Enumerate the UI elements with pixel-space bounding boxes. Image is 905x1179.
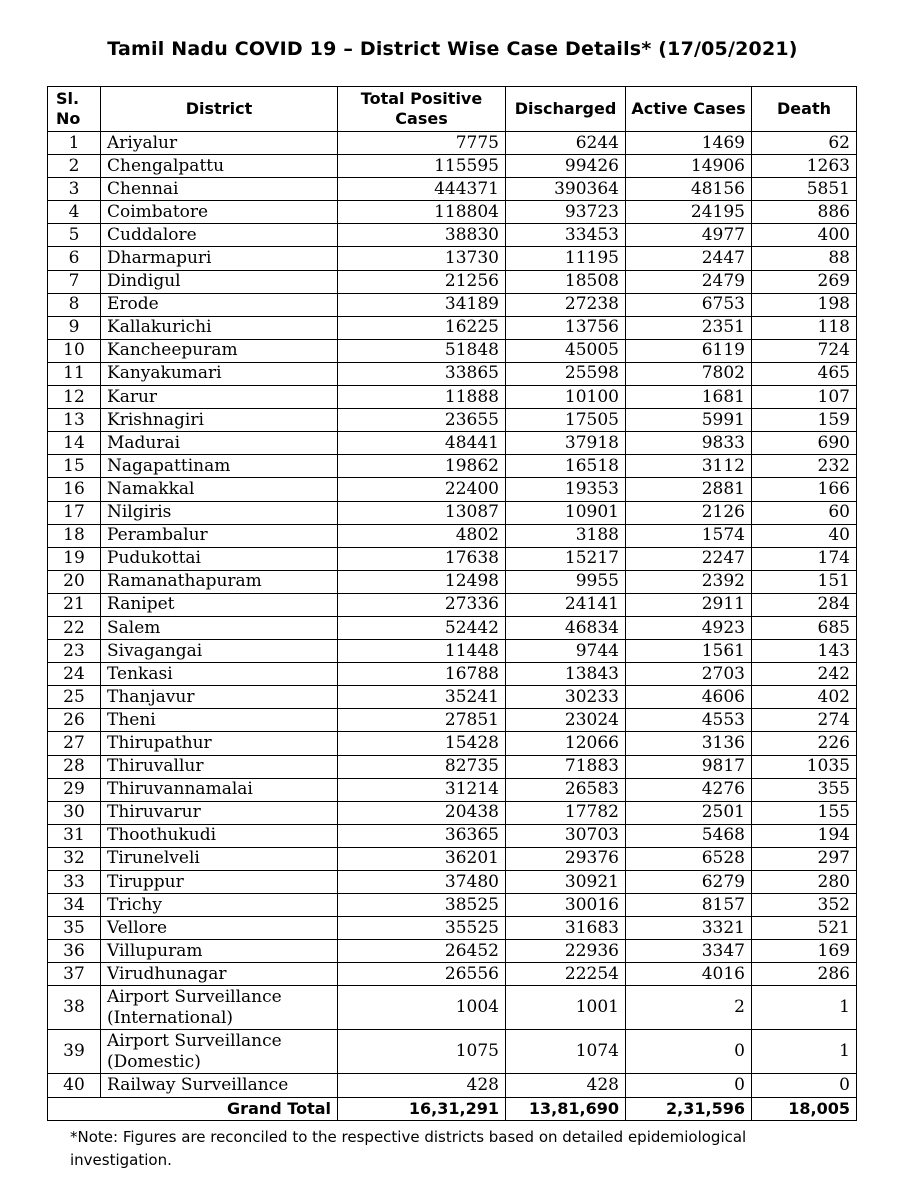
cell-active: 3347 xyxy=(626,940,752,963)
cell-death: 297 xyxy=(752,847,857,870)
cell-district: Airport Surveillance (International) xyxy=(101,986,338,1030)
cell-district: Salem xyxy=(101,616,338,639)
cell-discharged: 428 xyxy=(506,1074,626,1097)
table-row xyxy=(48,986,857,1030)
table-row xyxy=(48,409,857,432)
cell-active: 0 xyxy=(626,1030,752,1074)
grand-total-positive: 16,31,291 xyxy=(338,1097,506,1120)
cell-death: 352 xyxy=(752,894,857,917)
cell-discharged: 27238 xyxy=(506,293,626,316)
cell-death: 194 xyxy=(752,824,857,847)
cell-total-positive: 34189 xyxy=(338,293,506,316)
cell-death: 1 xyxy=(752,986,857,1030)
cell-sl-no: 39 xyxy=(48,1030,101,1074)
cell-sl-no: 11 xyxy=(48,362,101,385)
cell-death: 521 xyxy=(752,917,857,940)
table-row xyxy=(48,755,857,778)
cell-active: 2447 xyxy=(626,247,752,270)
table-row xyxy=(48,871,857,894)
cell-death: 151 xyxy=(752,570,857,593)
cell-active: 5991 xyxy=(626,409,752,432)
cell-active: 2479 xyxy=(626,270,752,293)
table-row xyxy=(48,616,857,639)
cell-total-positive: 48441 xyxy=(338,432,506,455)
grand-total-death: 18,005 xyxy=(752,1097,857,1120)
cell-district: Tirunelveli xyxy=(101,847,338,870)
cell-total-positive: 31214 xyxy=(338,778,506,801)
cell-death: 159 xyxy=(752,409,857,432)
cell-sl-no: 2 xyxy=(48,155,101,178)
cell-total-positive: 13730 xyxy=(338,247,506,270)
cell-active: 2881 xyxy=(626,478,752,501)
cell-death: 286 xyxy=(752,963,857,986)
cell-discharged: 9744 xyxy=(506,640,626,663)
cell-district: Ramanathapuram xyxy=(101,570,338,593)
cell-active: 3112 xyxy=(626,455,752,478)
table-row xyxy=(48,686,857,709)
cell-death: 1263 xyxy=(752,155,857,178)
table-row xyxy=(48,201,857,224)
cell-sl-no: 31 xyxy=(48,824,101,847)
cell-district: Ariyalur xyxy=(101,132,338,155)
cell-discharged: 12066 xyxy=(506,732,626,755)
table-row xyxy=(48,224,857,247)
table-row xyxy=(48,270,857,293)
cell-active: 8157 xyxy=(626,894,752,917)
cell-discharged: 15217 xyxy=(506,547,626,570)
cell-discharged: 24141 xyxy=(506,593,626,616)
cell-death: 5851 xyxy=(752,178,857,201)
cell-active: 4977 xyxy=(626,224,752,247)
table-row xyxy=(48,362,857,385)
cell-sl-no: 33 xyxy=(48,871,101,894)
cell-discharged: 25598 xyxy=(506,362,626,385)
header-total-positive: Total Positive Cases xyxy=(338,87,506,132)
cell-district: Thiruvarur xyxy=(101,801,338,824)
cell-district: Airport Surveillance (Domestic) xyxy=(101,1030,338,1074)
cell-total-positive: 36201 xyxy=(338,847,506,870)
table-row xyxy=(48,778,857,801)
cell-active: 2392 xyxy=(626,570,752,593)
table-row xyxy=(48,1030,857,1074)
grand-total-label: Grand Total xyxy=(48,1097,338,1120)
cell-discharged: 71883 xyxy=(506,755,626,778)
cell-sl-no: 32 xyxy=(48,847,101,870)
cell-district: Chennai xyxy=(101,178,338,201)
cell-total-positive: 1004 xyxy=(338,986,506,1030)
cell-active: 3136 xyxy=(626,732,752,755)
grand-total-discharged: 13,81,690 xyxy=(506,1097,626,1120)
cell-sl-no: 21 xyxy=(48,593,101,616)
cell-discharged: 46834 xyxy=(506,616,626,639)
cell-district: Namakkal xyxy=(101,478,338,501)
cell-death: 402 xyxy=(752,686,857,709)
cell-total-positive: 12498 xyxy=(338,570,506,593)
district-case-table xyxy=(47,86,857,1121)
cell-sl-no: 37 xyxy=(48,963,101,986)
cell-district: Kancheepuram xyxy=(101,339,338,362)
header-district: District xyxy=(101,87,338,132)
table-row xyxy=(48,917,857,940)
cell-sl-no: 36 xyxy=(48,940,101,963)
cell-death: 690 xyxy=(752,432,857,455)
cell-total-positive: 16788 xyxy=(338,663,506,686)
cell-death: 685 xyxy=(752,616,857,639)
table-row xyxy=(48,940,857,963)
cell-total-positive: 4802 xyxy=(338,524,506,547)
cell-discharged: 22254 xyxy=(506,963,626,986)
table-row xyxy=(48,155,857,178)
cell-active: 6119 xyxy=(626,339,752,362)
cell-active: 2247 xyxy=(626,547,752,570)
table-row xyxy=(48,524,857,547)
cell-discharged: 1074 xyxy=(506,1030,626,1074)
cell-total-positive: 17638 xyxy=(338,547,506,570)
table-row xyxy=(48,478,857,501)
cell-sl-no: 35 xyxy=(48,917,101,940)
cell-district: Thanjavur xyxy=(101,686,338,709)
cell-discharged: 93723 xyxy=(506,201,626,224)
table-row xyxy=(48,570,857,593)
cell-district: Sivagangai xyxy=(101,640,338,663)
cell-death: 232 xyxy=(752,455,857,478)
cell-death: 174 xyxy=(752,547,857,570)
header-sl-no: Sl. No xyxy=(48,87,101,132)
cell-death: 280 xyxy=(752,871,857,894)
cell-active: 1681 xyxy=(626,386,752,409)
table-row xyxy=(48,824,857,847)
cell-active: 4276 xyxy=(626,778,752,801)
table-row xyxy=(48,593,857,616)
cell-active: 9833 xyxy=(626,432,752,455)
cell-death: 284 xyxy=(752,593,857,616)
cell-discharged: 17782 xyxy=(506,801,626,824)
table-row xyxy=(48,640,857,663)
cell-district: Trichy xyxy=(101,894,338,917)
cell-discharged: 6244 xyxy=(506,132,626,155)
cell-discharged: 16518 xyxy=(506,455,626,478)
table-row xyxy=(48,455,857,478)
table-row xyxy=(48,293,857,316)
table-row xyxy=(48,801,857,824)
table-row xyxy=(48,963,857,986)
table-row xyxy=(48,339,857,362)
page-title: Tamil Nadu COVID 19 – District Wise Case Details* (17/05/2021) xyxy=(107,38,798,60)
cell-active: 1469 xyxy=(626,132,752,155)
cell-total-positive: 35241 xyxy=(338,686,506,709)
cell-district: Nagapattinam xyxy=(101,455,338,478)
cell-district: Dharmapuri xyxy=(101,247,338,270)
cell-death: 0 xyxy=(752,1074,857,1097)
cell-sl-no: 6 xyxy=(48,247,101,270)
cell-active: 4923 xyxy=(626,616,752,639)
cell-active: 2501 xyxy=(626,801,752,824)
cell-active: 24195 xyxy=(626,201,752,224)
cell-discharged: 11195 xyxy=(506,247,626,270)
cell-total-positive: 444371 xyxy=(338,178,506,201)
cell-discharged: 17505 xyxy=(506,409,626,432)
cell-death: 355 xyxy=(752,778,857,801)
cell-total-positive: 82735 xyxy=(338,755,506,778)
cell-sl-no: 1 xyxy=(48,132,101,155)
table-row xyxy=(48,894,857,917)
cell-sl-no: 4 xyxy=(48,201,101,224)
cell-sl-no: 8 xyxy=(48,293,101,316)
cell-sl-no: 10 xyxy=(48,339,101,362)
grand-total-active: 2,31,596 xyxy=(626,1097,752,1120)
cell-district: Kallakurichi xyxy=(101,316,338,339)
cell-total-positive: 26452 xyxy=(338,940,506,963)
cell-active: 3321 xyxy=(626,917,752,940)
cell-district: Tenkasi xyxy=(101,663,338,686)
cell-sl-no: 26 xyxy=(48,709,101,732)
cell-discharged: 99426 xyxy=(506,155,626,178)
cell-active: 48156 xyxy=(626,178,752,201)
cell-discharged: 3188 xyxy=(506,524,626,547)
table-body xyxy=(48,132,857,1098)
cell-district: Chengalpattu xyxy=(101,155,338,178)
cell-discharged: 37918 xyxy=(506,432,626,455)
cell-sl-no: 24 xyxy=(48,663,101,686)
cell-total-positive: 37480 xyxy=(338,871,506,894)
cell-sl-no: 9 xyxy=(48,316,101,339)
table-row xyxy=(48,247,857,270)
cell-death: 226 xyxy=(752,732,857,755)
table-row xyxy=(48,732,857,755)
cell-discharged: 23024 xyxy=(506,709,626,732)
cell-discharged: 1001 xyxy=(506,986,626,1030)
cell-district: Theni xyxy=(101,709,338,732)
cell-death: 724 xyxy=(752,339,857,362)
cell-district: Cuddalore xyxy=(101,224,338,247)
cell-sl-no: 22 xyxy=(48,616,101,639)
cell-total-positive: 35525 xyxy=(338,917,506,940)
table-row xyxy=(48,501,857,524)
cell-death: 155 xyxy=(752,801,857,824)
cell-discharged: 10100 xyxy=(506,386,626,409)
cell-death: 62 xyxy=(752,132,857,155)
cell-active: 4553 xyxy=(626,709,752,732)
cell-death: 107 xyxy=(752,386,857,409)
cell-total-positive: 428 xyxy=(338,1074,506,1097)
cell-discharged: 22936 xyxy=(506,940,626,963)
cell-total-positive: 15428 xyxy=(338,732,506,755)
cell-total-positive: 13087 xyxy=(338,501,506,524)
cell-discharged: 18508 xyxy=(506,270,626,293)
cell-district: Nilgiris xyxy=(101,501,338,524)
cell-active: 6528 xyxy=(626,847,752,870)
cell-active: 0 xyxy=(626,1074,752,1097)
cell-total-positive: 22400 xyxy=(338,478,506,501)
cell-total-positive: 19862 xyxy=(338,455,506,478)
cell-death: 166 xyxy=(752,478,857,501)
cell-discharged: 13843 xyxy=(506,663,626,686)
cell-sl-no: 3 xyxy=(48,178,101,201)
cell-death: 274 xyxy=(752,709,857,732)
cell-district: Madurai xyxy=(101,432,338,455)
cell-active: 7802 xyxy=(626,362,752,385)
table-row xyxy=(48,709,857,732)
cell-sl-no: 40 xyxy=(48,1074,101,1097)
cell-sl-no: 16 xyxy=(48,478,101,501)
cell-district: Thirupathur xyxy=(101,732,338,755)
cell-active: 4016 xyxy=(626,963,752,986)
cell-total-positive: 21256 xyxy=(338,270,506,293)
footnote: *Note: Figures are reconciled to the respective districts based on detailed epidemiological investigation. xyxy=(70,1128,747,1169)
cell-discharged: 30703 xyxy=(506,824,626,847)
cell-death: 40 xyxy=(752,524,857,547)
cell-total-positive: 38830 xyxy=(338,224,506,247)
table-row xyxy=(48,547,857,570)
cell-sl-no: 27 xyxy=(48,732,101,755)
cell-active: 4606 xyxy=(626,686,752,709)
header-death: Death xyxy=(752,87,857,132)
cell-total-positive: 1075 xyxy=(338,1030,506,1074)
cell-sl-no: 20 xyxy=(48,570,101,593)
cell-death: 242 xyxy=(752,663,857,686)
cell-total-positive: 11448 xyxy=(338,640,506,663)
cell-death: 1 xyxy=(752,1030,857,1074)
cell-total-positive: 38525 xyxy=(338,894,506,917)
cell-active: 2703 xyxy=(626,663,752,686)
cell-district: Erode xyxy=(101,293,338,316)
cell-sl-no: 38 xyxy=(48,986,101,1030)
table-row xyxy=(48,386,857,409)
table-row xyxy=(48,1074,857,1097)
cell-sl-no: 7 xyxy=(48,270,101,293)
cell-total-positive: 36365 xyxy=(338,824,506,847)
table-row xyxy=(48,132,857,155)
cell-death: 143 xyxy=(752,640,857,663)
cell-total-positive: 20438 xyxy=(338,801,506,824)
cell-sl-no: 13 xyxy=(48,409,101,432)
cell-active: 2126 xyxy=(626,501,752,524)
cell-district: Virudhunagar xyxy=(101,963,338,986)
cell-active: 2351 xyxy=(626,316,752,339)
cell-discharged: 26583 xyxy=(506,778,626,801)
cell-total-positive: 33865 xyxy=(338,362,506,385)
cell-death: 88 xyxy=(752,247,857,270)
table-row xyxy=(48,178,857,201)
cell-death: 886 xyxy=(752,201,857,224)
cell-district: Thiruvannamalai xyxy=(101,778,338,801)
cell-death: 1035 xyxy=(752,755,857,778)
table-row xyxy=(48,316,857,339)
grand-total-row xyxy=(48,1097,857,1120)
table-row xyxy=(48,847,857,870)
cell-sl-no: 25 xyxy=(48,686,101,709)
cell-death: 169 xyxy=(752,940,857,963)
cell-sl-no: 17 xyxy=(48,501,101,524)
cell-sl-no: 15 xyxy=(48,455,101,478)
cell-death: 269 xyxy=(752,270,857,293)
cell-discharged: 30921 xyxy=(506,871,626,894)
cell-discharged: 10901 xyxy=(506,501,626,524)
cell-total-positive: 16225 xyxy=(338,316,506,339)
cell-district: Thiruvallur xyxy=(101,755,338,778)
cell-active: 1561 xyxy=(626,640,752,663)
cell-discharged: 45005 xyxy=(506,339,626,362)
cell-total-positive: 118804 xyxy=(338,201,506,224)
cell-district: Villupuram xyxy=(101,940,338,963)
cell-district: Perambalur xyxy=(101,524,338,547)
cell-sl-no: 12 xyxy=(48,386,101,409)
cell-death: 465 xyxy=(752,362,857,385)
cell-district: Vellore xyxy=(101,917,338,940)
cell-discharged: 19353 xyxy=(506,478,626,501)
cell-sl-no: 23 xyxy=(48,640,101,663)
cell-discharged: 29376 xyxy=(506,847,626,870)
cell-total-positive: 26556 xyxy=(338,963,506,986)
cell-discharged: 9955 xyxy=(506,570,626,593)
cell-active: 9817 xyxy=(626,755,752,778)
cell-active: 6279 xyxy=(626,871,752,894)
cell-discharged: 31683 xyxy=(506,917,626,940)
cell-sl-no: 29 xyxy=(48,778,101,801)
cell-total-positive: 11888 xyxy=(338,386,506,409)
cell-death: 400 xyxy=(752,224,857,247)
cell-active: 2911 xyxy=(626,593,752,616)
header-active: Active Cases xyxy=(626,87,752,132)
cell-active: 5468 xyxy=(626,824,752,847)
cell-death: 118 xyxy=(752,316,857,339)
cell-sl-no: 14 xyxy=(48,432,101,455)
cell-district: Tiruppur xyxy=(101,871,338,894)
cell-discharged: 30233 xyxy=(506,686,626,709)
table-header-row xyxy=(48,87,857,132)
cell-active: 14906 xyxy=(626,155,752,178)
cell-death: 60 xyxy=(752,501,857,524)
cell-district: Dindigul xyxy=(101,270,338,293)
cell-district: Thoothukudi xyxy=(101,824,338,847)
cell-district: Karur xyxy=(101,386,338,409)
cell-total-positive: 23655 xyxy=(338,409,506,432)
cell-district: Ranipet xyxy=(101,593,338,616)
table-row xyxy=(48,663,857,686)
cell-total-positive: 115595 xyxy=(338,155,506,178)
cell-total-positive: 7775 xyxy=(338,132,506,155)
cell-sl-no: 30 xyxy=(48,801,101,824)
cell-district: Pudukottai xyxy=(101,547,338,570)
cell-district: Kanyakumari xyxy=(101,362,338,385)
cell-active: 6753 xyxy=(626,293,752,316)
cell-total-positive: 27851 xyxy=(338,709,506,732)
cell-discharged: 33453 xyxy=(506,224,626,247)
cell-sl-no: 5 xyxy=(48,224,101,247)
table-row xyxy=(48,432,857,455)
cell-sl-no: 19 xyxy=(48,547,101,570)
cell-total-positive: 52442 xyxy=(338,616,506,639)
cell-discharged: 30016 xyxy=(506,894,626,917)
cell-sl-no: 18 xyxy=(48,524,101,547)
cell-discharged: 390364 xyxy=(506,178,626,201)
cell-active: 2 xyxy=(626,986,752,1030)
cell-discharged: 13756 xyxy=(506,316,626,339)
cell-sl-no: 28 xyxy=(48,755,101,778)
cell-total-positive: 51848 xyxy=(338,339,506,362)
header-discharged: Discharged xyxy=(506,87,626,132)
cell-active: 1574 xyxy=(626,524,752,547)
cell-total-positive: 27336 xyxy=(338,593,506,616)
cell-district: Railway Surveillance xyxy=(101,1074,338,1097)
cell-district: Coimbatore xyxy=(101,201,338,224)
cell-death: 198 xyxy=(752,293,857,316)
cell-sl-no: 34 xyxy=(48,894,101,917)
cell-district: Krishnagiri xyxy=(101,409,338,432)
